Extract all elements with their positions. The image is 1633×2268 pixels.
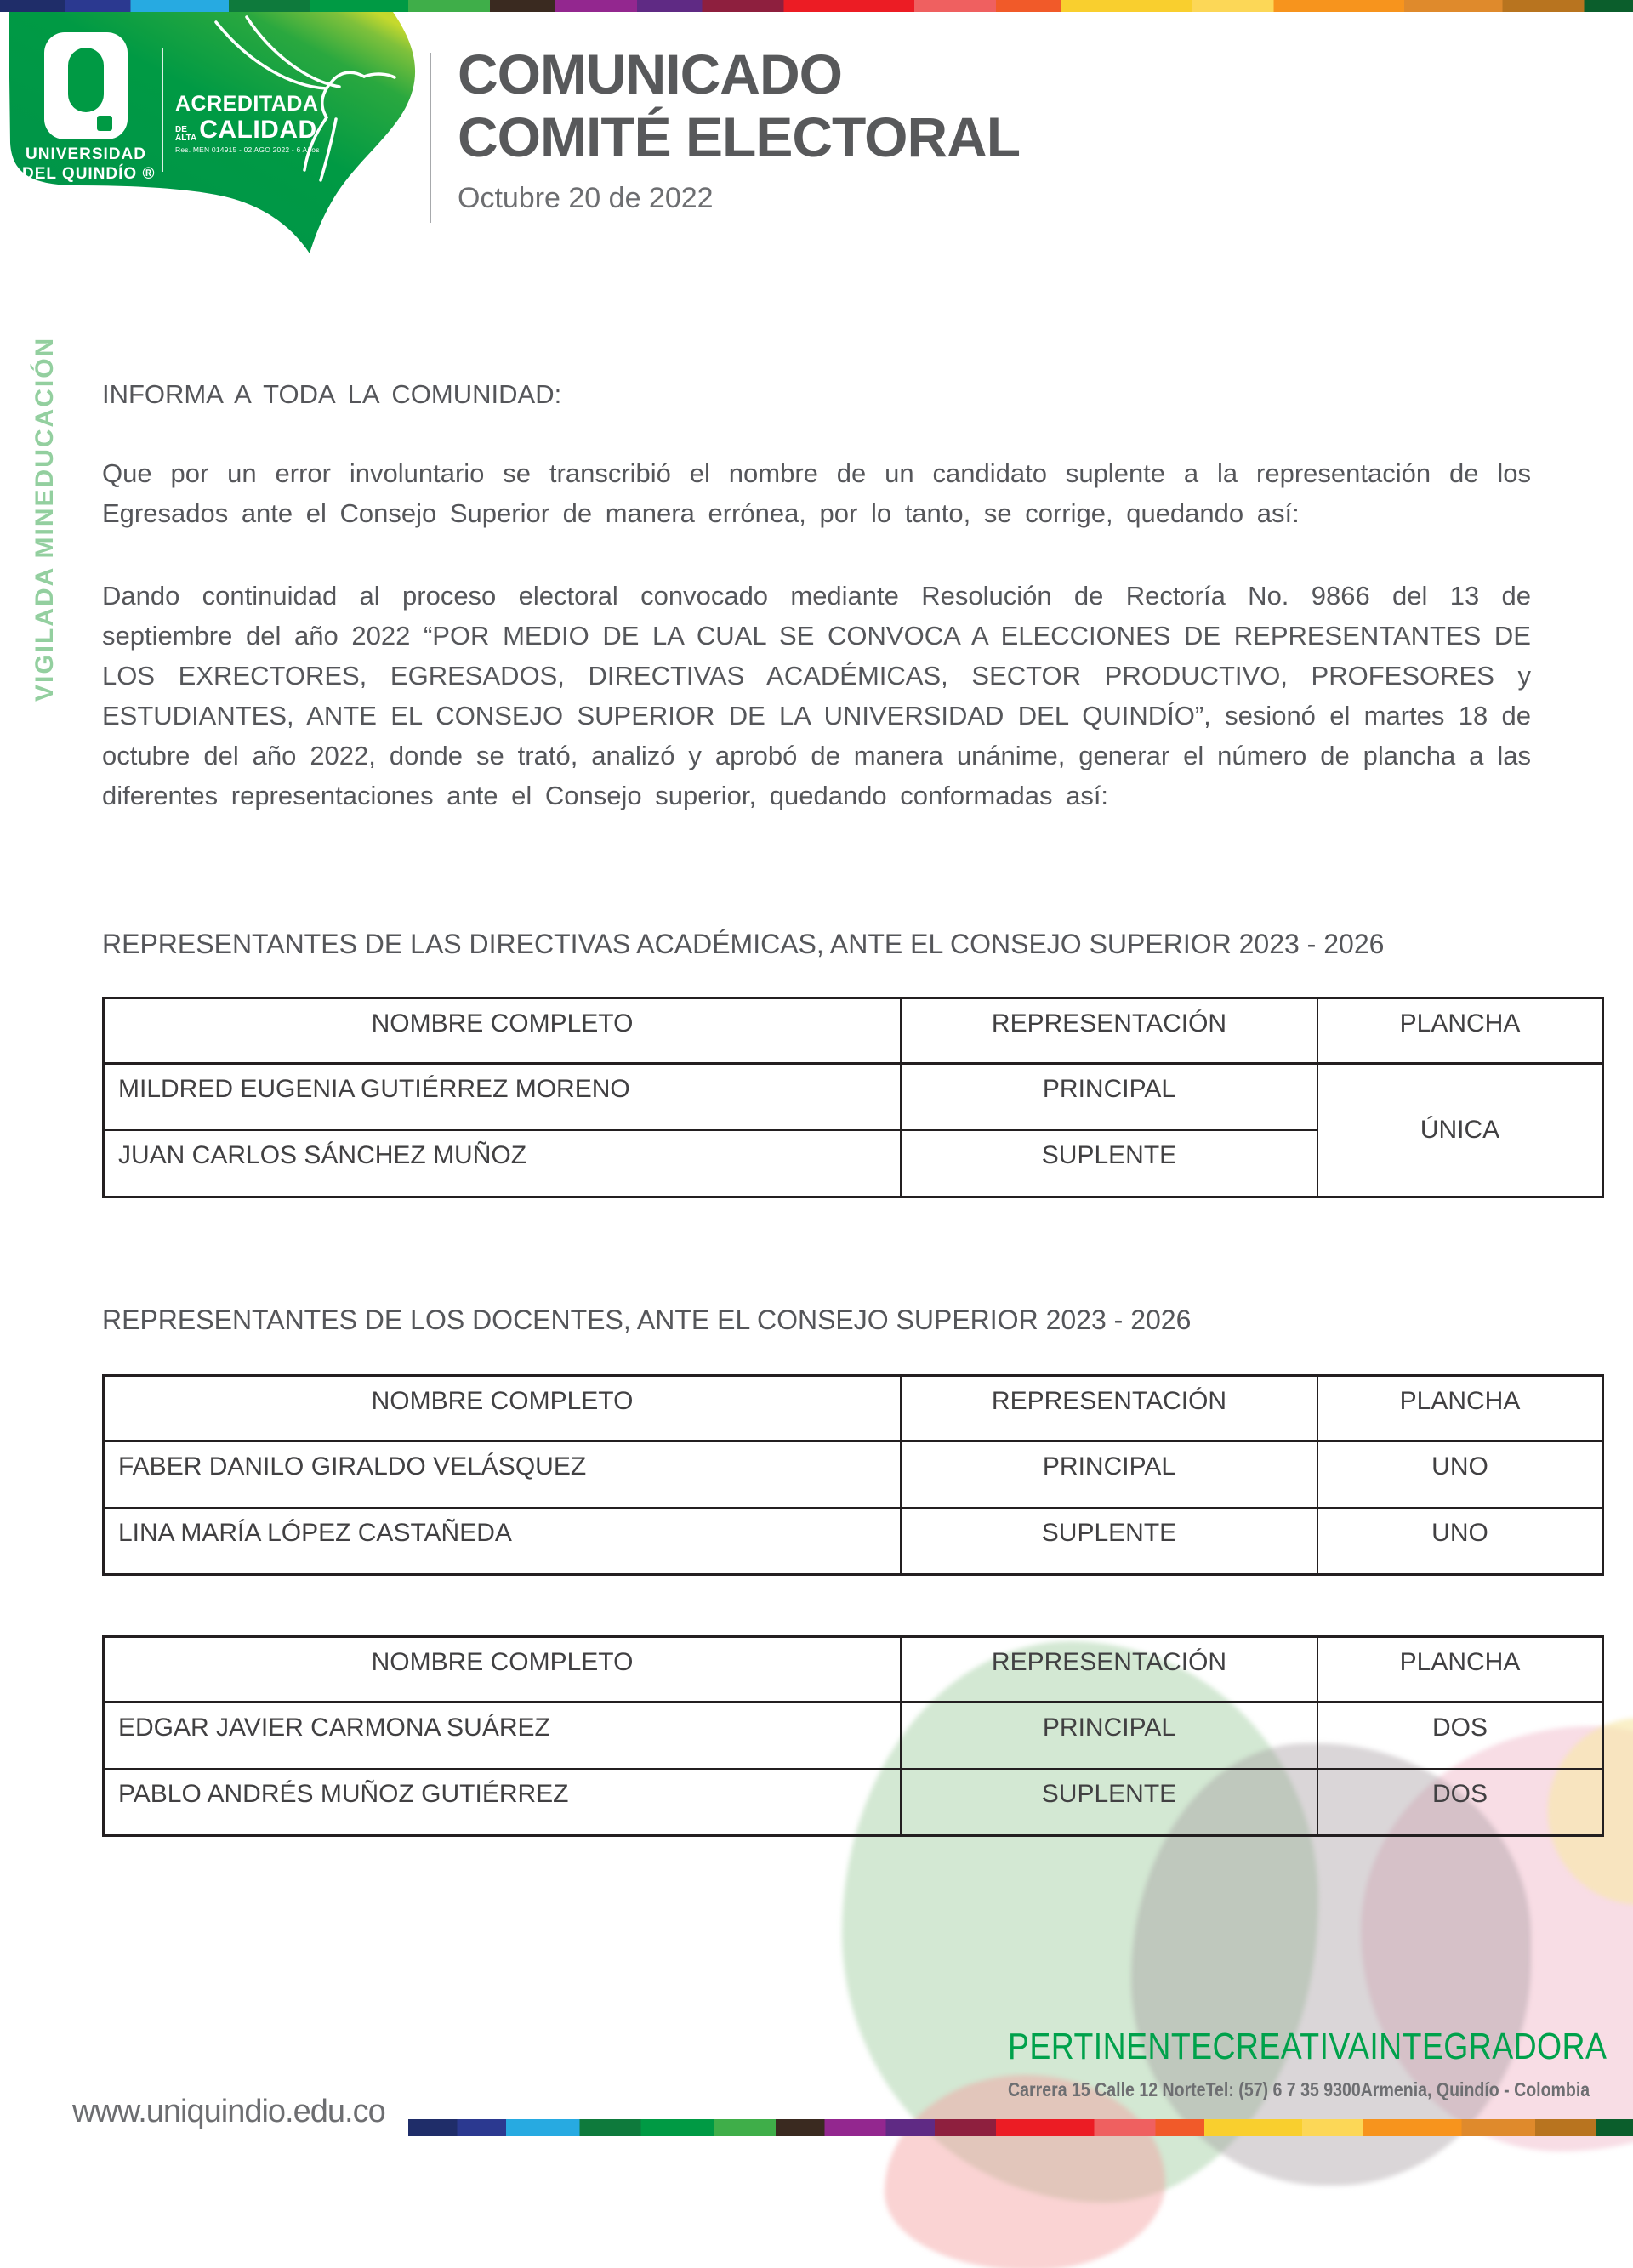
cell-name: JUAN CARLOS SÁNCHEZ MUÑOZ	[104, 1130, 902, 1197]
cell-plancha: UNO	[1317, 1508, 1603, 1575]
header-cell-nombre: NOMBRE COMPLETO	[104, 998, 902, 1064]
website-url: www.uniquindio.edu.co	[72, 2094, 385, 2129]
vigilada-watermark: VIGILADA MINEDUCACIÓN	[31, 336, 59, 702]
contact-city: Armenia, Quindío - Colombia	[1360, 2078, 1590, 2100]
table-directivas	[102, 997, 1604, 1198]
university-name	[22, 145, 156, 184]
cell-name: EDGAR JAVIER CARMONA SUÁREZ	[104, 1702, 902, 1770]
table-header-row	[104, 1637, 1603, 1702]
accreditation-calidad: CALIDAD	[199, 116, 317, 144]
contact-phone: Tel: (57) 6 7 35 9300	[1205, 2078, 1361, 2100]
header-cell-plancha: PLANCHA	[1317, 1376, 1603, 1441]
header-cell-representacion: REPRESENTACIÓN	[901, 1376, 1317, 1441]
table-header-row	[104, 998, 1603, 1064]
slogan-word-integradora: INTEGRADORA	[1369, 2026, 1607, 2067]
table-row	[104, 1441, 1603, 1509]
cell-plancha: DOS	[1317, 1702, 1603, 1770]
hummingbird-icon	[197, 12, 401, 190]
cell-representation: SUPLENTE	[901, 1508, 1317, 1575]
slogan	[1008, 2026, 1607, 2068]
cell-plancha: DOS	[1317, 1769, 1603, 1836]
university-name-line2: DEL QUINDÍO ®	[22, 165, 156, 183]
table-row	[104, 1064, 1603, 1131]
title-divider	[430, 53, 431, 223]
paragraph-process: Dando continuidad al proceso electoral convocado mediante Resolución de Rectoría No. 9866 del 13 de septiembre del año 2022 “POR MEDIO DE LA CUAL SE CONVOCA A ELECCIONES DE REPRESENTANTES DE LOS EXRECTORES, EGRESADOS, DIRECTIVAS ACADÉMICAS, SECTOR PRODUCTIVO, PROFESORES y ESTUDIANTES, ANTE EL CONSEJO SUPERIOR DE LA UNIVERSIDAD DEL QUINDÍO”, sesionó el martes 18 de octubre del año 2022, donde se trató, analizó y aprobó de manera unánime, generar el número de plancha a las diferentes representaciones ante el Consejo superior, quedando conformadas así:	[102, 581, 1531, 810]
slogan-word-creativa: CREATIVA	[1212, 2026, 1370, 2067]
slogan-word-pertinente: PERTINENTE	[1008, 2026, 1213, 2067]
cell-name: MILDRED EUGENIA GUTIÉRREZ MORENO	[104, 1064, 902, 1131]
header-cell-plancha: PLANCHA	[1317, 998, 1603, 1064]
document-body	[102, 374, 1531, 1837]
table-docentes-plancha-dos	[102, 1635, 1604, 1837]
university-name-line1: UNIVERSIDAD	[26, 145, 146, 163]
header-cell-representacion: REPRESENTACIÓN	[901, 1637, 1317, 1702]
q-dot-shape	[97, 116, 112, 131]
header-cell-plancha: PLANCHA	[1317, 1637, 1603, 1702]
header-cell-representacion: REPRESENTACIÓN	[901, 998, 1317, 1064]
document-date: Octubre 20 de 2022	[458, 182, 714, 214]
salutation: INFORMA A TODA LA COMUNIDAD:	[102, 379, 562, 409]
cell-representation: SUPLENTE	[901, 1769, 1317, 1836]
cell-representation: PRINCIPAL	[901, 1064, 1317, 1131]
cell-name: FABER DANILO GIRALDO VELÁSQUEZ	[104, 1441, 902, 1509]
header-cell-nombre: NOMBRE COMPLETO	[104, 1376, 902, 1441]
header-cell-nombre: NOMBRE COMPLETO	[104, 1637, 902, 1702]
title-block	[458, 43, 1020, 215]
cell-plancha: UNO	[1317, 1441, 1603, 1509]
cell-plancha-merged: ÚNICA	[1317, 1064, 1603, 1197]
page-title-line2: COMITÉ ELECTORAL	[458, 105, 1021, 168]
contact-info	[1008, 2078, 1590, 2101]
accreditation-line1: ACREDITADA	[175, 92, 319, 116]
logo-divider	[162, 48, 163, 172]
section-heading-docentes: REPRESENTANTES DE LOS DOCENTES, ANTE EL CONSEJO SUPERIOR 2023 - 2026	[102, 1305, 1192, 1335]
table-row	[104, 1702, 1603, 1770]
table-row	[104, 1769, 1603, 1836]
section-heading-directivas: REPRESENTANTES DE LAS DIRECTIVAS ACADÉMICAS, ANTE EL CONSEJO SUPERIOR 2023 - 2026	[102, 929, 1385, 959]
cell-name: LINA MARÍA LÓPEZ CASTAÑEDA	[104, 1508, 902, 1575]
cell-representation: PRINCIPAL	[901, 1441, 1317, 1509]
table-row	[104, 1508, 1603, 1575]
contact-address: Carrera 15 Calle 12 Norte	[1008, 2078, 1206, 2100]
cell-representation: PRINCIPAL	[901, 1702, 1317, 1770]
bottom-rainbow-bar	[408, 2119, 1633, 2136]
cell-name: PABLO ANDRÉS MUÑOZ GUTIÉRREZ	[104, 1769, 902, 1836]
accreditation-de: DE	[175, 125, 187, 134]
page-title-line1: COMUNICADO	[458, 43, 842, 105]
q-pill-shape	[68, 48, 104, 112]
accreditation-fineprint: Res. MEN 014915 - 02 AGO 2022 - 6 Años	[175, 145, 320, 154]
paragraph-correction: Que por un error involuntario se transcribió el nombre de un candidato suplente a la representación de los Egresados ante el Consejo Superior de manera errónea, por lo tanto, se corrige, quedando así:	[102, 458, 1531, 528]
university-q-logo-icon	[44, 32, 128, 139]
accreditation-alta: ALTA	[175, 134, 197, 143]
table-header-row	[104, 1376, 1603, 1441]
table-docentes-plancha-uno	[102, 1374, 1604, 1576]
cell-representation: SUPLENTE	[901, 1130, 1317, 1197]
